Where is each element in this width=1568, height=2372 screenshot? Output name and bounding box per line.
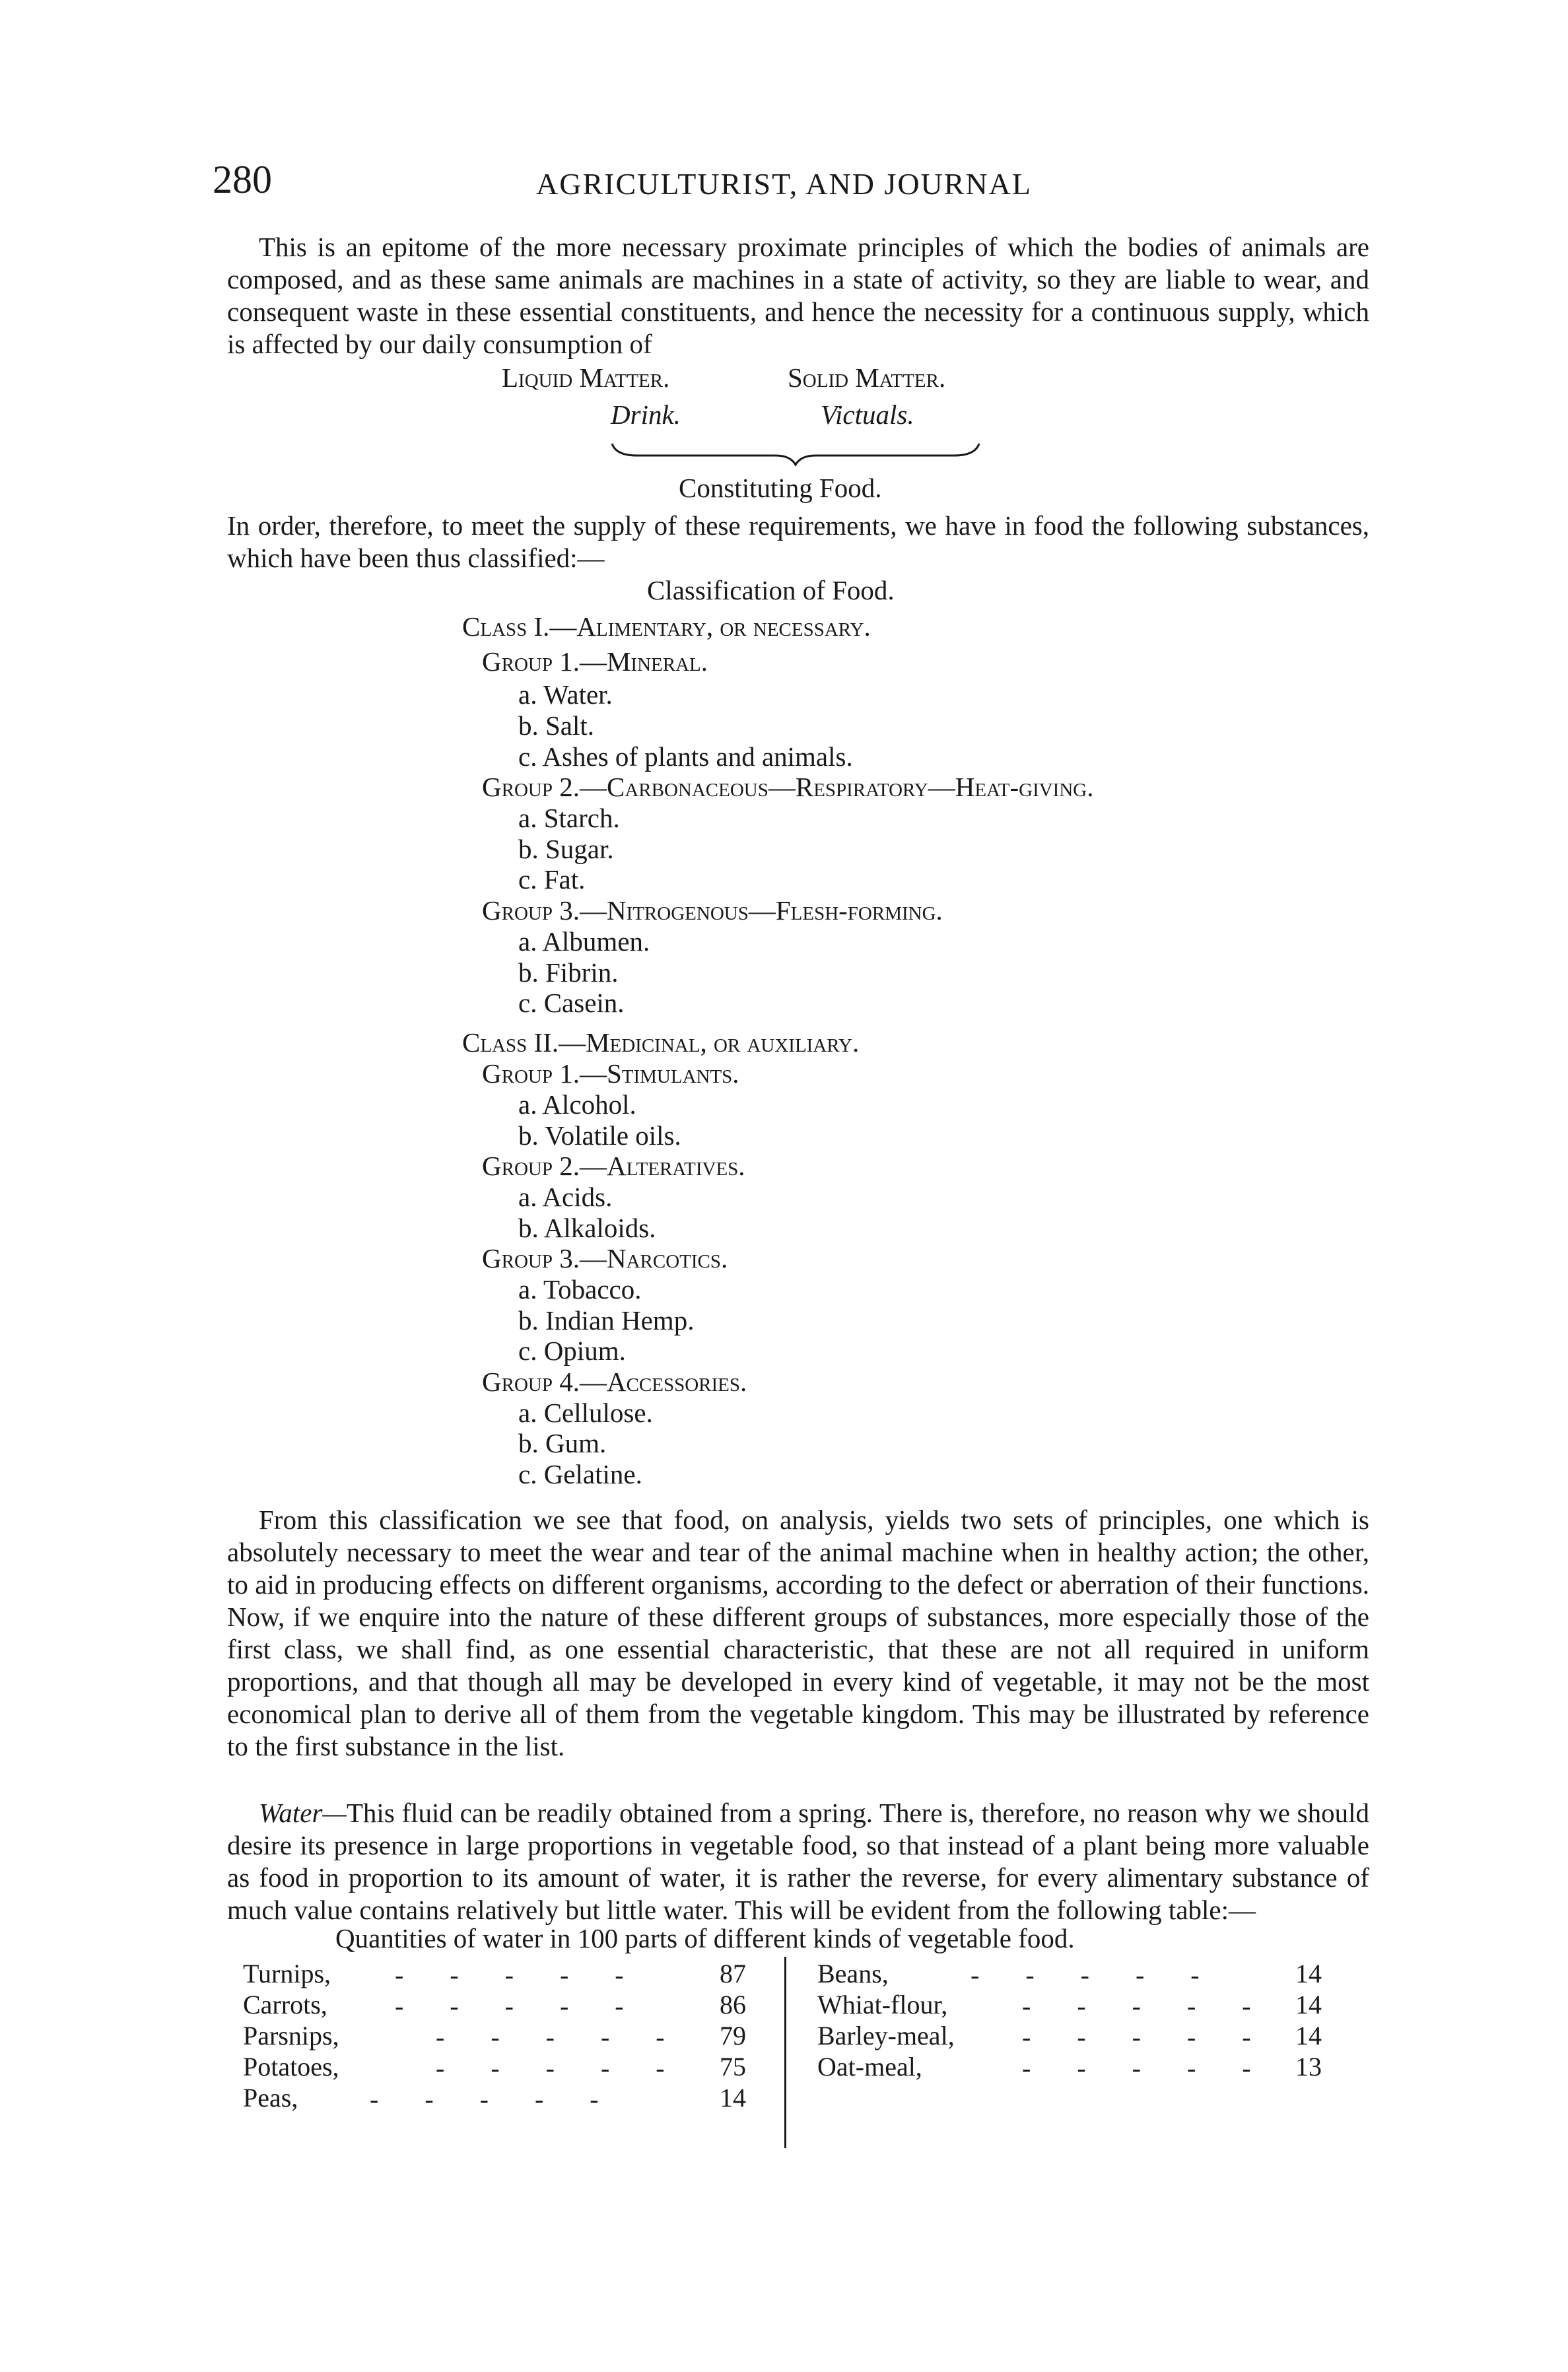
brace-divider [611,441,980,467]
list-item: a. Albumen. [518,926,650,957]
list-item: b. Alkaloids. [518,1213,656,1243]
list-item: c. Ashes of plants and animals. [518,741,853,772]
paragraph-4 [227,1797,1369,1926]
liquid-matter-label: Liquid Matter. [502,362,670,393]
table-row-value: 14 [720,2083,746,2113]
list-item: b. Fibrin. [518,957,619,988]
list-item: c. Casein. [518,988,625,1018]
list-item: a. Tobacco. [518,1274,642,1305]
list-item: a. Water. [518,679,613,710]
table-row-value: 14 [1295,2021,1322,2050]
group-3-nitrogenous: Group 3.—Nitrogenous—Flesh-forming. [482,895,943,926]
list-item: c. Gelatine. [518,1459,642,1489]
water-lead: Water— [259,1798,347,1828]
table-row-value: 75 [720,2052,746,2082]
list-item: a. Alcohol. [518,1089,636,1120]
table-row-value: 14 [1295,1990,1322,2019]
table-row-name: Whiat-flour, [817,1990,948,2019]
table-row-value: 86 [720,1990,746,2019]
list-item: a. Cellulose. [518,1398,653,1428]
table-row-value: 87 [720,1959,746,1988]
list-item: a. Acids. [518,1182,613,1212]
solid-matter-label: Solid Matter. [788,362,946,393]
list-item: b. Sugar. [518,834,614,864]
leader-dots: - - - - - [395,1991,644,2021]
table-divider [784,1957,786,2148]
table-row-name: Barley-meal, [817,2021,955,2050]
water-body: This fluid can be readily obtained from a spring. There is, therefore, no reason why we should desire its presence in large proportions in vegetable food, so that instead of a plant being more valuable as food in proportion to its amount of water, it is rather the reverse, for every alimentary substance of much value contains relatively but little water. This will be evident from the following table:— [227,1798,1369,1925]
table-row-name: Carrots, [243,1990,327,2019]
table-row-value: 79 [720,2021,746,2050]
list-item: c. Fat. [518,864,586,895]
classification-title: Classification of Food. [647,575,895,605]
table-row-value: 13 [1295,2052,1322,2082]
running-head: AGRICULTURIST, AND JOURNAL [536,167,1032,201]
leader-dots: - - - - - [971,1960,1219,1990]
group-2-alteratives: Group 2.—Alteratives. [482,1151,745,1181]
list-item: b. Volatile oils. [518,1120,681,1151]
constituting-food: Constituting Food. [679,473,882,503]
paragraph-3: From this classification we see that food, on analysis, yields two sets of principles, one which is absolutely necessary to meet the wear and tear of the animal machine when in healthy action; the other, to aid in producing effects on different organisms, according to the defect or aberration of their functions. Now, if we enquire into the nature of these different groups of substances, more especially those of the first class, we shall find, as one essential characteristic, that these are not all required in uniform proportions, and that though all may be developed in every kind of vegetable, it may not be the most economical plan to derive all of them from the vegetable kingdom. This may be illustrated by reference to the first substance in the list. [227,1505,1369,1761]
page-number: 280 [213,158,272,201]
leader-dots: - - - - - [370,2084,619,2114]
list-item: c. Opium. [518,1336,626,1366]
class-1-heading: Class I.—Alimentary, or necessary. [462,611,871,642]
leader-dots: - - - - - [436,2053,685,2083]
list-item: b. Indian Hemp. [518,1305,695,1336]
group-1-stimulants: Group 1.—Stimulants. [482,1058,739,1089]
table-row-name: Turnips, [243,1959,331,1988]
leader-dots: - - - - - [436,2022,685,2052]
list-item: b. Salt. [518,710,595,741]
group-1-mineral: Group 1.—Mineral. [482,646,708,677]
paragraph-2: In order, therefore, to meet the supply of these requirements, we have in food the following substances, which have been thus classified:— [227,510,1369,573]
table-caption: Quantities of water in 100 parts of different kinds of vegetable food. [335,1923,1075,1953]
group-2-carbonaceous: Group 2.—Carbonaceous—Respiratory—Heat-giving. [482,772,1094,802]
list-item: a. Starch. [518,803,620,833]
list-item: b. Gum. [518,1428,607,1458]
table-row-name: Oat-meal, [817,2052,922,2082]
class-2-heading: Class II.—Medicinal, or auxiliary. [462,1027,860,1058]
victuals-label: Victuals. [821,399,914,430]
table-row-name: Potatoes, [243,2052,339,2082]
drink-label: Drink. [611,399,681,430]
leader-dots: - - - - - [1022,2053,1271,2083]
leader-dots: - - - - - [1022,2022,1271,2052]
table-row-name: Peas, [243,2083,298,2113]
group-3-narcotics: Group 3.—Narcotics. [482,1243,728,1273]
table-row-name: Parsnips, [243,2021,339,2050]
intro-paragraph: This is an epitome of the more necessary proximate principles of which the bodies of animals are composed, and as these same animals are machines in a state of activity, so they are liable to wear, and consequent waste in these essential constituents, and hence the necessity for a continuous supply, which is affected by our daily consumption of [227,232,1369,359]
table-row-name: Beans, [817,1959,889,1988]
leader-dots: - - - - - [1022,1991,1271,2021]
group-4-accessories: Group 4.—Accessories. [482,1367,747,1397]
table-row-value: 14 [1295,1959,1322,1988]
leader-dots: - - - - - [395,1960,644,1990]
